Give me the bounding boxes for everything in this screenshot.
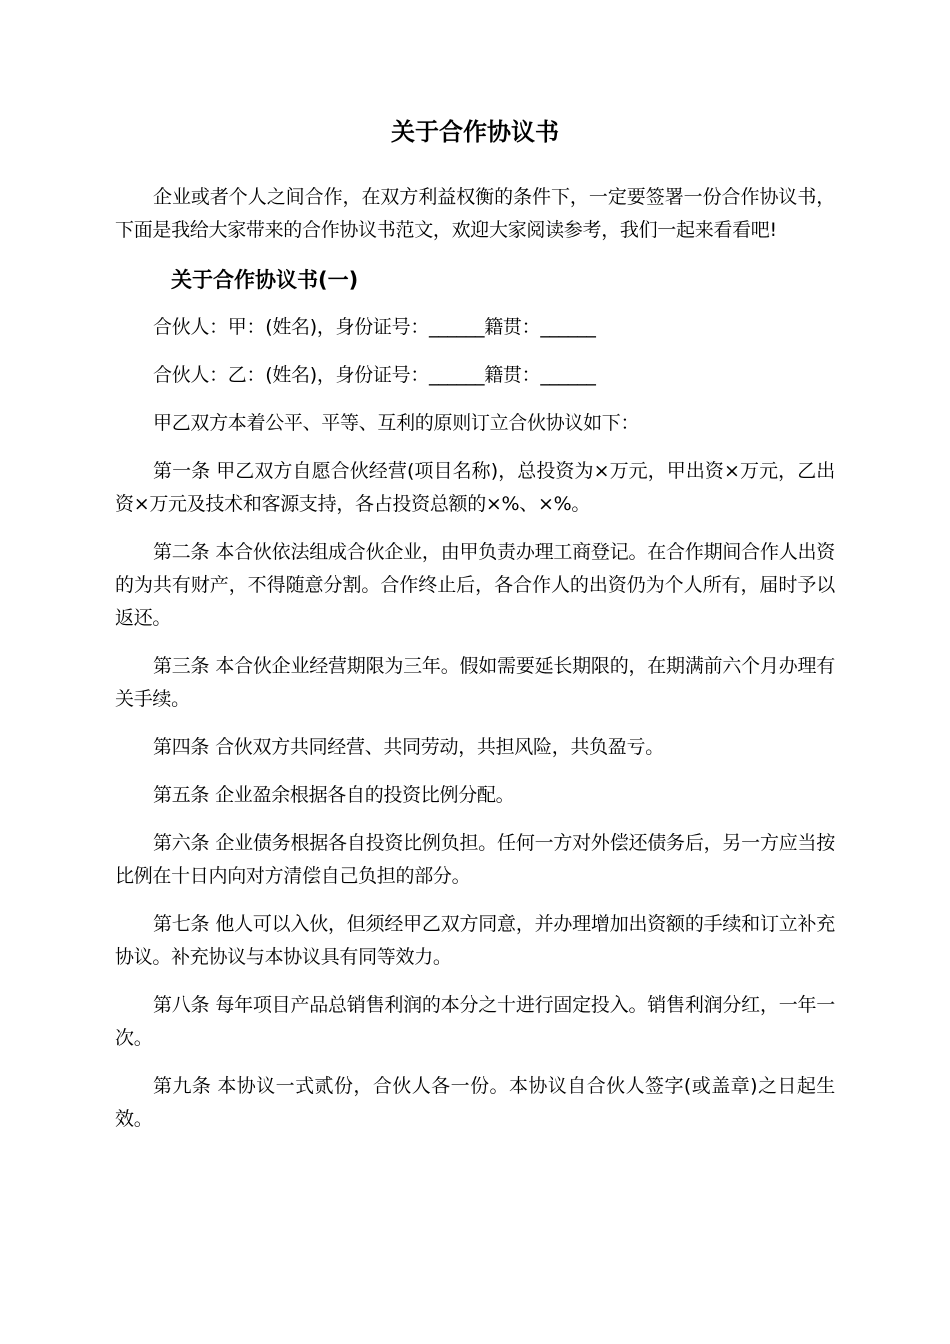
article-text: 企业债务根据各自投资比例负担。任何一方对外偿还债务后，另一方应当按比例在十日内向对方清偿自己负担的部分。 bbox=[115, 832, 835, 887]
article-text: 本协议一式贰份，合伙人各一份。本协议自合伙人签字(或盖章)之日起生效。 bbox=[115, 1075, 835, 1130]
article-number: 第七条 bbox=[153, 913, 210, 935]
article-paragraph bbox=[115, 779, 835, 812]
article-number: 第一条 bbox=[153, 460, 211, 482]
article-text: 他人可以入伙，但须经甲乙双方同意，并办理增加出资额的手续和订立补充协议。补充协议与本协议具有同等效力。 bbox=[115, 913, 835, 968]
article-text: 合伙双方共同经营、共同劳动，共担风险，共负盈亏。 bbox=[215, 736, 664, 758]
article-number: 第九条 bbox=[153, 1075, 212, 1097]
article-paragraph bbox=[115, 731, 835, 764]
article-number: 第八条 bbox=[153, 994, 210, 1016]
article-paragraph bbox=[115, 1070, 835, 1136]
article-paragraph bbox=[115, 455, 835, 521]
article-number: 第六条 bbox=[153, 832, 210, 854]
partner-b-line: 合伙人：乙：(姓名)，身份证号：______籍贯：______ bbox=[153, 364, 596, 386]
article-paragraph bbox=[115, 989, 835, 1055]
preamble-line: 甲乙双方本着公平、平等、互利的原则订立合伙协议如下： bbox=[153, 412, 640, 434]
article-text: 本合伙企业经营期限为三年。假如需要延长期限的，在期满前六个月办理有关手续。 bbox=[115, 655, 835, 710]
article-text: 甲乙双方自愿合伙经营(项目名称)，总投资为×万元，甲出资×万元，乙出资×万元及技术和客源支持，各占投资总额的×%、×%。 bbox=[115, 460, 835, 515]
article-paragraph bbox=[115, 536, 835, 635]
article-paragraph bbox=[115, 650, 835, 716]
article-paragraph bbox=[115, 827, 835, 893]
article-number: 第三条 bbox=[153, 655, 210, 677]
partner-a-line: 合伙人：甲：(姓名)，身份证号：______籍贯：______ bbox=[153, 316, 596, 338]
article-paragraph bbox=[115, 908, 835, 974]
article-number: 第二条 bbox=[153, 541, 210, 563]
article-number: 第四条 bbox=[153, 736, 210, 758]
section-heading: 关于合作协议书(一) bbox=[171, 268, 359, 292]
article-text: 企业盈余根据各自的投资比例分配。 bbox=[215, 784, 515, 806]
article-text: 每年项目产品总销售利润的本分之十进行固定投入。销售利润分红，一年一次。 bbox=[115, 994, 835, 1049]
article-number: 第五条 bbox=[153, 784, 210, 806]
intro-paragraph: 企业或者个人之间合作，在双方利益权衡的条件下，一定要签署一份合作协议书，下面是我给大家带来的合作协议书范文，欢迎大家阅读参考，我们一起来看看吧! bbox=[115, 186, 835, 241]
article-text: 本合伙依法组成合伙企业，由甲负责办理工商登记。在合作期间合作人出资的为共有财产，不得随意分割。合作终止后，各合作人的出资仍为个人所有，届时予以返还。 bbox=[115, 541, 835, 629]
document-title: 关于合作协议书 bbox=[391, 118, 559, 146]
document-page bbox=[115, 113, 835, 1151]
